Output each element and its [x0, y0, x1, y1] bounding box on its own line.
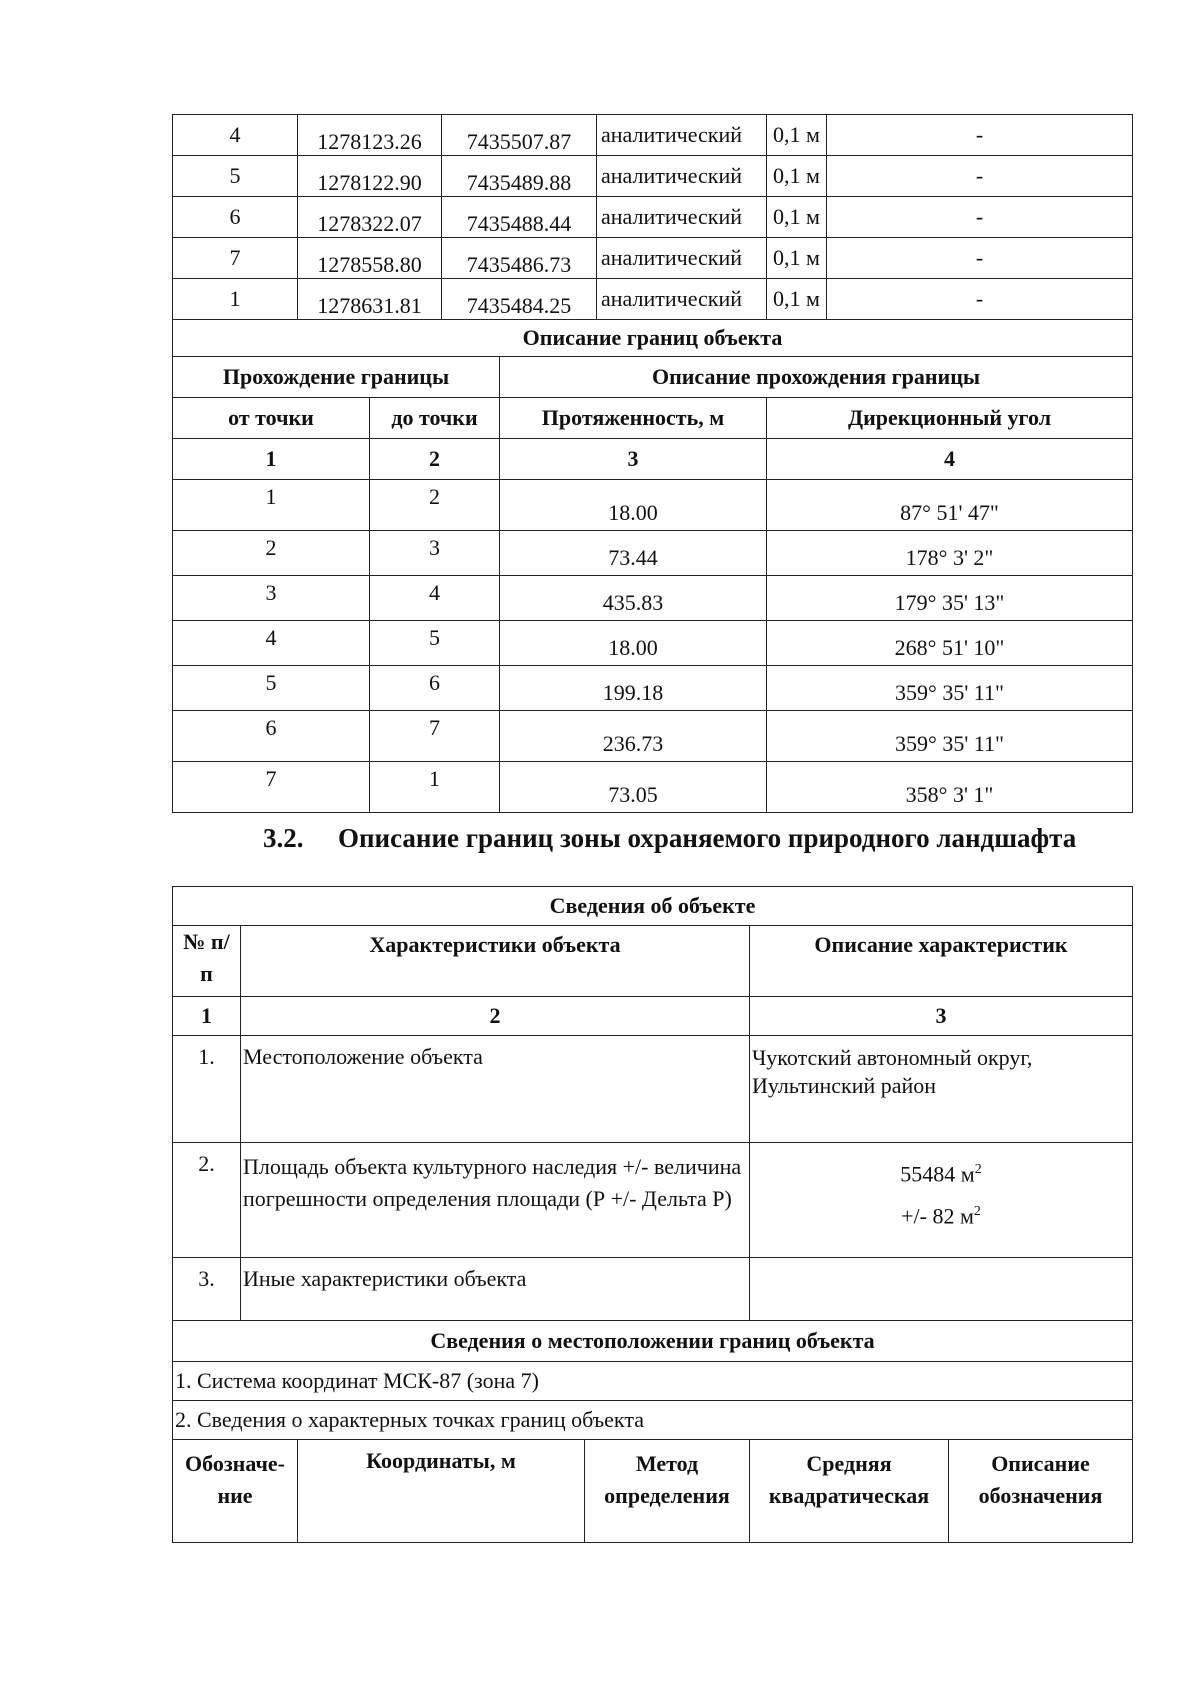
row-number: 1. — [173, 1036, 241, 1143]
segment-row — [173, 666, 1133, 711]
length-header: Протяженность, м — [500, 398, 767, 439]
segment-angle: 179° 35' 13" — [767, 576, 1133, 621]
designation-header: Обозначе- ние — [173, 1440, 298, 1543]
point-number: 1 — [173, 279, 298, 320]
point-y: 7435486.73 — [442, 238, 597, 279]
point-x: 1278122.90 — [298, 156, 442, 197]
unit-power: 2 — [973, 1204, 981, 1220]
point-row — [173, 115, 1133, 156]
point-number: 7 — [173, 238, 298, 279]
row-number: 3. — [173, 1258, 241, 1321]
segment-to: 1 — [370, 762, 500, 813]
point-x: 1278123.26 — [298, 115, 442, 156]
location-info-title: Сведения о местоположении границ объекта — [173, 1321, 1133, 1362]
characteristics-description-header: Описание характеристик — [750, 926, 1133, 997]
coordinates-header: Координаты, м — [298, 1440, 585, 1543]
segment-row — [173, 576, 1133, 621]
angle-header: Дирекционный угол — [767, 398, 1133, 439]
characteristic-value — [750, 1258, 1133, 1321]
point-y: 7435484.25 — [442, 279, 597, 320]
segment-row — [173, 621, 1133, 666]
point-accuracy: 0,1 м — [767, 115, 827, 156]
point-description: - — [827, 197, 1133, 238]
segment-to: 7 — [370, 711, 500, 762]
point-method: аналитический — [597, 156, 767, 197]
point-row — [173, 238, 1133, 279]
passage-description-header: Описание прохождения границы — [500, 357, 1133, 398]
point-x: 1278322.07 — [298, 197, 442, 238]
object-info-title: Сведения об объекте — [173, 887, 1133, 926]
point-description: - — [827, 115, 1133, 156]
area-value — [750, 1143, 1133, 1258]
segment-length: 73.44 — [500, 531, 767, 576]
method-header: Метод определения — [585, 1440, 750, 1543]
object-info-table — [172, 886, 1133, 1543]
point-method: аналитический — [597, 238, 767, 279]
section-number: 3.2. — [263, 823, 304, 853]
segment-angle: 359° 35' 11" — [767, 711, 1133, 762]
segment-from: 2 — [173, 531, 370, 576]
segment-length: 18.00 — [500, 480, 767, 531]
point-method: аналитический — [597, 115, 767, 156]
boundary-points-table — [172, 114, 1133, 813]
point-y: 7435507.87 — [442, 115, 597, 156]
point-number: 4 — [173, 115, 298, 156]
point-description: - — [827, 156, 1133, 197]
segment-from: 3 — [173, 576, 370, 621]
passage-header: Прохождение границы — [173, 357, 500, 398]
point-accuracy: 0,1 м — [767, 238, 827, 279]
point-x: 1278631.81 — [298, 279, 442, 320]
segment-angle: 268° 51' 10" — [767, 621, 1133, 666]
segment-angle: 359° 35' 11" — [767, 666, 1133, 711]
segment-from: 5 — [173, 666, 370, 711]
segment-from: 1 — [173, 480, 370, 531]
segment-angle: 358° 3' 1" — [767, 762, 1133, 813]
segment-row — [173, 531, 1133, 576]
to-point-header: до точки — [370, 398, 500, 439]
unit-power: 2 — [974, 1162, 982, 1177]
row-number-header: № п/п — [173, 926, 241, 997]
location-line: Иультинский район — [752, 1073, 937, 1098]
point-method: аналитический — [597, 279, 767, 320]
point-x: 1278558.80 — [298, 238, 442, 279]
segment-length: 435.83 — [500, 576, 767, 621]
coordinate-system: 1. Система координат МСК-87 (зона 7) — [173, 1362, 1133, 1401]
characteristic-name: Иные характеристики объекта — [241, 1258, 750, 1321]
column-number: 3 — [500, 439, 767, 480]
column-number: 2 — [370, 439, 500, 480]
segment-length: 236.73 — [500, 711, 767, 762]
point-number: 6 — [173, 197, 298, 238]
location-value — [750, 1036, 1133, 1143]
point-accuracy: 0,1 м — [767, 197, 827, 238]
point-y: 7435489.88 — [442, 156, 597, 197]
point-row — [173, 156, 1133, 197]
segment-row — [173, 762, 1133, 813]
area-text: 55484 м — [900, 1161, 975, 1187]
segment-to: 6 — [370, 666, 500, 711]
segment-angle: 178° 3' 2" — [767, 531, 1133, 576]
column-number: 3 — [750, 997, 1133, 1036]
point-row — [173, 197, 1133, 238]
point-description: - — [827, 238, 1133, 279]
row-number: 2. — [173, 1143, 241, 1258]
segment-from: 7 — [173, 762, 370, 813]
segment-to: 4 — [370, 576, 500, 621]
characteristic-name: Площадь объекта культурного наследия +/- величина погрешности определения площади (Р +/- Дельта Р) — [241, 1143, 750, 1258]
point-accuracy: 0,1 м — [767, 156, 827, 197]
column-number: 1 — [173, 997, 241, 1036]
point-method: аналитический — [597, 197, 767, 238]
accuracy-header: Средняя квадратическая — [750, 1440, 949, 1543]
point-description: - — [827, 279, 1133, 320]
characteristic-name: Местоположение объекта — [241, 1036, 750, 1143]
point-row — [173, 279, 1133, 320]
column-number: 4 — [767, 439, 1133, 480]
segment-from: 4 — [173, 621, 370, 666]
point-number: 5 — [173, 156, 298, 197]
section-title: Описание границ зоны охраняемого природного ландшафта — [338, 823, 1077, 853]
from-point-header: от точки — [173, 398, 370, 439]
area-error-text: +/- 82 м — [901, 1203, 974, 1229]
segment-length: 18.00 — [500, 621, 767, 666]
section-heading — [263, 823, 1076, 854]
segment-length: 199.18 — [500, 666, 767, 711]
segment-from: 6 — [173, 711, 370, 762]
column-number: 2 — [241, 997, 750, 1036]
points-info: 2. Сведения о характерных точках границ объекта — [173, 1401, 1133, 1440]
segment-to: 2 — [370, 480, 500, 531]
segment-to: 5 — [370, 621, 500, 666]
point-accuracy: 0,1 м — [767, 279, 827, 320]
segment-to: 3 — [370, 531, 500, 576]
segment-length: 73.05 — [500, 762, 767, 813]
characteristics-header: Характеристики объекта — [241, 926, 750, 997]
column-number: 1 — [173, 439, 370, 480]
description-header: Описание обозначения — [949, 1440, 1133, 1543]
boundary-description-title: Описание границ объекта — [173, 320, 1133, 357]
point-y: 7435488.44 — [442, 197, 597, 238]
location-line: Чукотский автономный округ, — [752, 1045, 1033, 1070]
segment-row — [173, 480, 1133, 531]
segment-angle: 87° 51' 47" — [767, 480, 1133, 531]
segment-row — [173, 711, 1133, 762]
